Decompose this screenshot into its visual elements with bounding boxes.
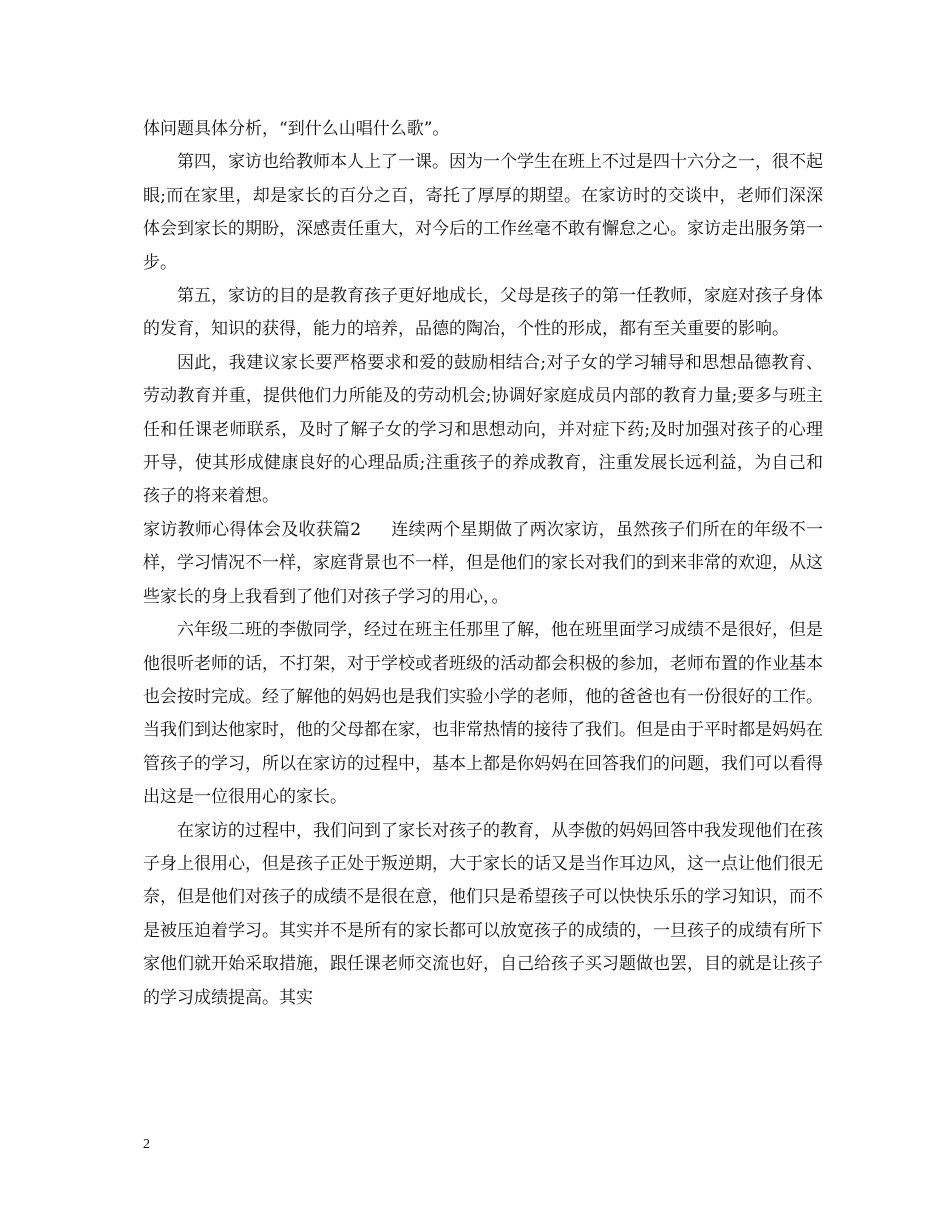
paragraph: 因此，我建议家长要严格要求和爱的鼓励相结合;对子女的学习辅导和思想品德教育、劳动教育并重，提供他们力所能及的劳动机会;协调好家庭成员内部的教育力量;要多与班主任和任课老师联系，及时了解子女的学习和思想动向，并对症下药;及时加强对孩子的心理开导，使其形成健康良好的心理品质;注重孩子的养成教育，注重发展长远利益，为自己和孩子的将来着想。 (143, 352, 823, 507)
section-2-paragraph (143, 514, 823, 614)
section-lead-text: 连续两个星期做了两次家访，虽然孩子们所在的年级不一样，学习情况不一样，家庭背景也不一样，但是他们的家长对我们的到来非常的欢迎，从这些家长的身上我看到了他们对孩子学习的用心，。 (143, 519, 823, 607)
paragraph: 在家访的过程中，我们问到了家长对孩子的教育，从李傲的妈妈回答中我发现他们在孩子身上很用心，但是孩子正处于叛逆期，大于家长的话又是当作耳边风，这一点让他们很无奈，但是他们对孩子的成绩不是很在意，他们只是希望孩子可以快快乐乐的学习知识，而不是被压迫着学习。其实并不是所有的家长都可以放宽孩子的成绩的，一旦孩子的成绩有所下家他们就开始采取措施，跟任课老师交流也好，自己给孩子买习题做也罢，目的就是让孩子的学习成绩提高。其实 (143, 820, 823, 1008)
document-body (143, 113, 823, 1015)
paragraph: 体问题具体分析，“到什么山唱什么歌”。 (143, 119, 450, 139)
paragraph: 第四，家访也给教师本人上了一课。因为一个学生在班上不过是四十六分之一，很不起眼;而在家里，却是家长的百分之百，寄托了厚厚的期望。在家访时的交谈中，老师们深深体会到家长的期盼，深感责任重大，对今后的工作丝毫不敢有懈怠之心。家访走出服务第一步。 (143, 152, 823, 273)
section-heading: 家访教师心得体会及收获篇2 (143, 519, 362, 540)
paragraph: 六年级二班的李傲同学，经过在班主任那里了解，他在班里面学习成绩不是很好，但是他很听老师的话，不打架，对于学校或者班级的活动都会积极的参加，老师布置的作业基本也会按时完成。经了解他的妈妈也是我们实验小学的老师，他的爸爸也有一份很好的工作。当我们到达他家时，他的父母都在家，也非常热情的接待了我们。但是由于平时都是妈妈在管孩子的学习，所以在家访的过程中，基本上都是你妈妈在回答我们的问题，我们可以看得出这是一位很用心的家长。 (143, 620, 823, 808)
paragraph: 第五，家访的目的是教育孩子更好地成长，父母是孩子的第一任教师，家庭对孩子身体的发育，知识的获得，能力的培养，品德的陶冶，个性的形成，都有至关重要的影响。 (143, 286, 823, 340)
page-number: 2 (143, 1137, 150, 1152)
